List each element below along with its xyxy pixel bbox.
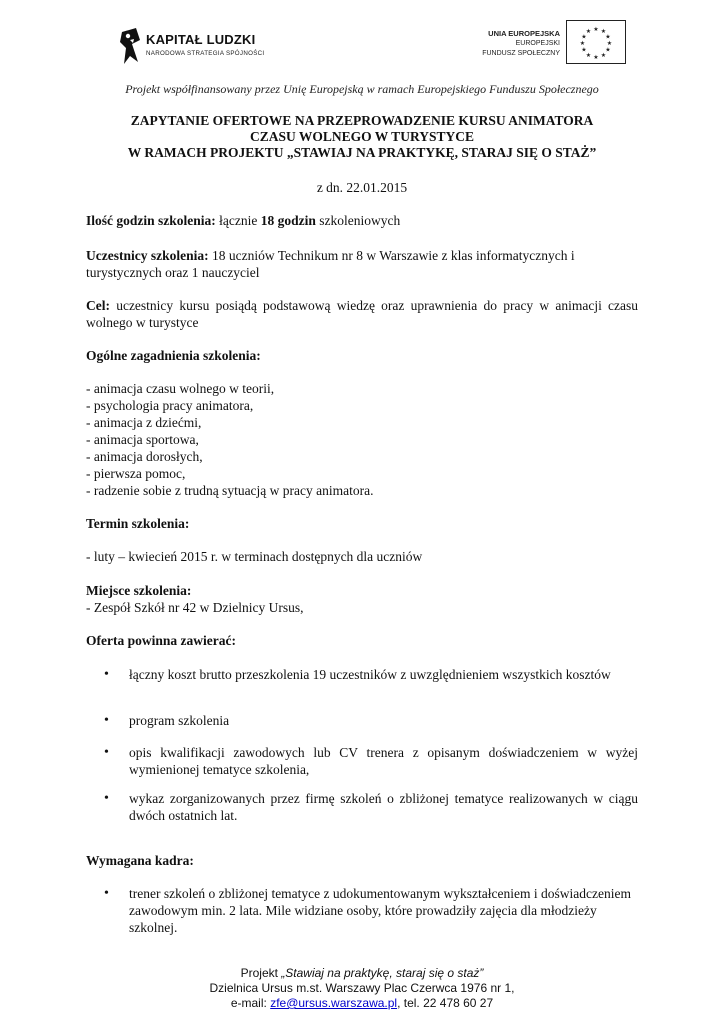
footer [0,966,724,1011]
offer-item-text: program szkolenia [129,713,230,728]
hours-post: szkoleniowych [315,213,401,228]
title-line-2: CZASU WOLNEGO W TURYSTYCE [250,129,474,144]
eu-fund-line1: EUROPEJSKI [515,40,560,47]
footer-contact: e-mail: zfe@ursus.warszawa.pl, tel. 22 478 60 27 [230,996,494,1010]
bullet-icon: • [104,713,109,728]
goal [86,297,638,331]
list-item: - animacja czasu wolnego w teorii, [86,381,275,396]
human-figure-icon [118,26,144,66]
eu-text-block [468,28,560,58]
svg-text:★: ★ [581,47,587,54]
offer-heading: Oferta powinna zawierać: [86,633,236,648]
footer-phone: , tel. 22 478 60 27 [397,996,494,1010]
kl-title: KAPITAŁ LUDZKI [146,32,256,47]
goal-label: Cel: [86,298,110,313]
offer-item-text: łączny koszt brutto przeszkolenia 19 uczestników z uwzględnieniem wszystkich kosztów [129,667,611,682]
svg-text:★: ★ [593,27,599,33]
eu-flag-icon [566,20,626,64]
offer-item-text: wykaz zorganizowanych przez firmę szkoleń o zbliżonej tematyce realizowanych w ciągu dwóch ostatnich lat. [129,791,638,823]
offer-item-text: opis kwalifikacji zawodowych lub CV trenera z opisanym doświadczeniem w wyżej wymienionej tematyce szkolenia, [129,745,638,777]
term-text: - luty – kwiecień 2015 r. w terminach dostępnych dla uczniów [86,549,423,564]
title-line-3: W RAMACH PROJEKTU „STAWIAJ NA PRAKTYKĘ, STARAJ SIĘ O STAŻ” [127,145,597,160]
svg-text:★: ★ [585,53,592,59]
footer-project-name: „Stawiaj na praktykę, staraj się o staż” [281,966,484,980]
svg-text:★: ★ [593,55,599,61]
list-item: - psychologia pracy animatora, [86,398,254,413]
svg-text:★: ★ [600,29,607,35]
hours-pre: łącznie [215,213,261,228]
document-date: z dn. 22.01.2015 [316,180,408,195]
bullet-icon: • [104,667,109,682]
eu-fund-line2: FUNDUSZ SPOŁECZNY [482,49,560,57]
place-heading: Miejsce szkolenia: [86,583,192,598]
list-item: - radzenie sobie z trudną sytuacją w pracy animatora. [86,483,374,498]
list-item: - animacja z dziećmi, [86,415,202,430]
svg-text:★: ★ [581,34,587,41]
cofinance-note: Projekt współfinansowany przez Unię Europejską w ramach Europejskiego Funduszu Społecznego [125,82,599,96]
kl-subtitle: NARODOWA STRATEGIA SPÓJNOŚCI [146,50,265,57]
svg-text:★: ★ [579,41,586,47]
training-hours [86,212,638,229]
svg-text:★: ★ [585,29,592,35]
footer-project-line: Projekt „Stawiaj na praktykę, staraj się o staż” [240,966,484,980]
title-line-1: ZAPYTANIE OFERTOWE NA PRZEPROWADZENIE KURSU ANIMATORA [130,113,594,128]
term-heading: Termin szkolenia: [86,516,190,531]
place-text: - Zespół Szkół nr 42 w Dzielnicy Ursus, [86,600,304,615]
svg-text:★: ★ [606,41,613,47]
email-link[interactable]: zfe@ursus.warszawa.pl [270,996,398,1010]
bullet-icon: • [104,791,109,806]
list-item: - pierwsza pomoc, [86,466,186,481]
participants-text: 18 uczniów Technikum nr 8 w Warszawie z klas informatycznych i turystycznych oraz 1 nauczyciel [86,248,575,280]
bullet-icon: • [104,886,109,901]
svg-text:★: ★ [605,47,611,54]
kapital-ludzki-logo [118,26,278,66]
svg-text:★: ★ [600,53,607,59]
hours-label: Ilość godzin szkolenia: [86,213,216,228]
staff-item-text: trener szkoleń o zbliżonej tematyce z udokumentowanym wykształceniem i doświadczeniem zawodowym min. 2 lata. Mile widziane osoby, które prowadziły zajęcia dla młodzieży szkolnej. [129,886,631,935]
bullet-icon: • [104,745,109,760]
topics-heading: Ogólne zagadnienia szkolenia: [86,348,261,363]
hours-value: 18 godzin [260,213,316,228]
goal-text: uczestnicy kursu posiądą podstawową wiedzę oraz uprawnienia do pracy w animacji czasu wolnego w turystyce [86,298,638,330]
list-item: - animacja dorosłych, [86,449,203,464]
list-item: - animacja sportowa, [86,432,199,447]
svg-text:★: ★ [605,34,611,41]
staff-heading: Wymagana kadra: [86,853,194,868]
eu-name: UNIA EUROPEJSKA [488,29,560,38]
topics-list [86,380,638,499]
participants-label: Uczestnicy szkolenia: [86,248,209,263]
footer-address: Dzielnica Ursus m.st. Warszawy Plac Czerwca 1976 nr 1, [209,981,515,995]
participants [86,247,638,281]
